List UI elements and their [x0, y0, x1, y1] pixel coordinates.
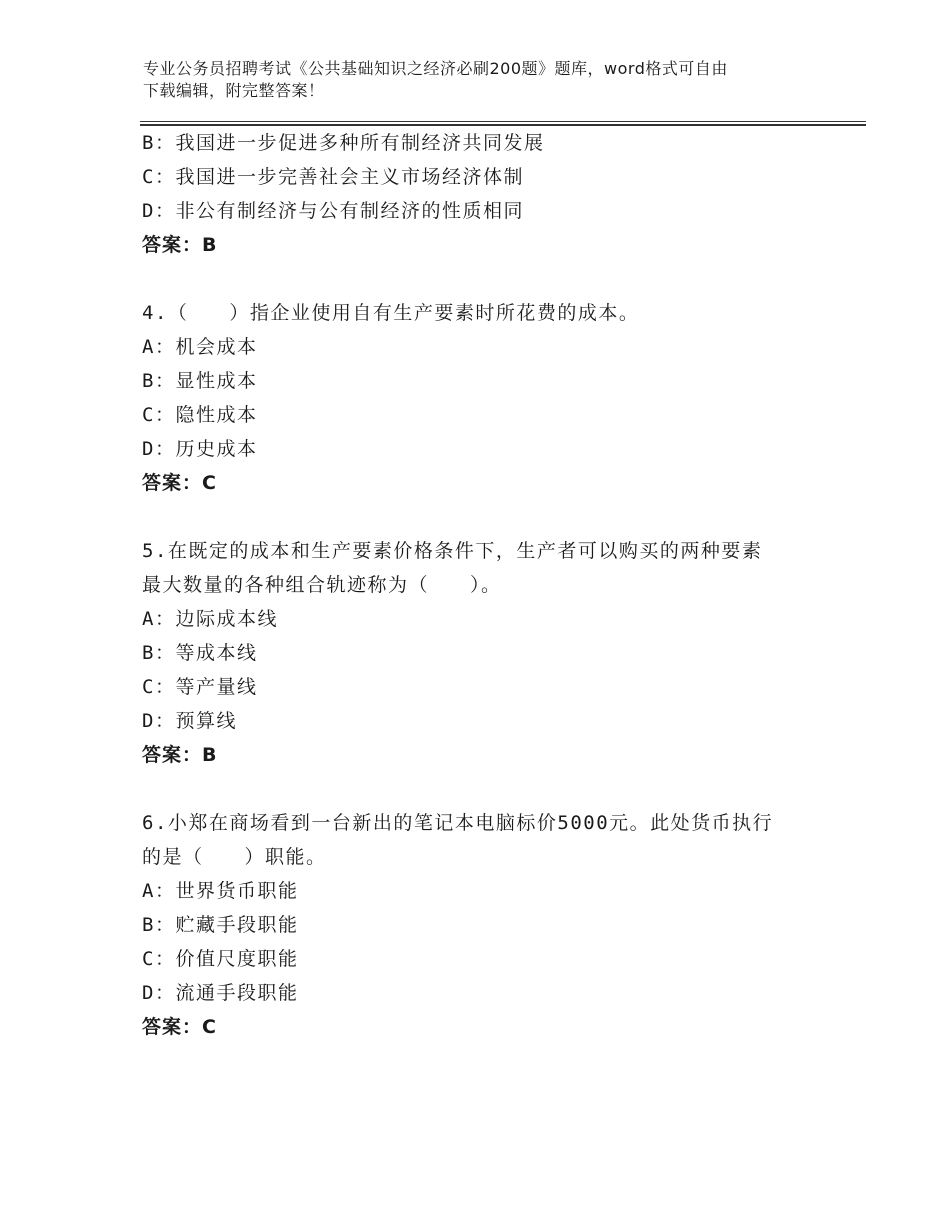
answer-label: 答案：B — [142, 234, 218, 256]
spacer — [142, 262, 822, 296]
question-5 — [142, 534, 822, 772]
option-b: B：显性成本 — [142, 370, 258, 392]
header-title-line1: 专业公务员招聘考试《公共基础知识之经济必刷200题》题库，word格式可自由 — [143, 59, 728, 78]
option-c: C：我国进一步完善社会主义市场经济体制 — [142, 166, 524, 188]
question-3-partial — [142, 126, 822, 262]
answer-label: 答案：B — [142, 744, 218, 766]
option-a: A：机会成本 — [142, 336, 258, 358]
document-header — [143, 58, 823, 102]
option-c: C：等产量线 — [142, 676, 258, 698]
option-b: B：等成本线 — [142, 642, 258, 664]
option-c: C：隐性成本 — [142, 404, 258, 426]
answer-label: 答案：C — [142, 1016, 217, 1038]
spacer — [142, 500, 822, 534]
question-stem: 4.（ ）指企业使用自有生产要素时所花费的成本。 — [142, 302, 640, 324]
question-6 — [142, 806, 822, 1044]
question-stem-line1: 5.在既定的成本和生产要素价格条件下，生产者可以购买的两种要素 — [142, 540, 763, 562]
option-b: B：我国进一步促进多种所有制经济共同发展 — [142, 132, 545, 154]
question-stem-line2: 的是（ ）职能。 — [142, 846, 327, 868]
question-stem-line2: 最大数量的各种组合轨迹称为（ ）。 — [142, 574, 502, 596]
question-stem-line1: 6.小郑在商场看到一台新出的笔记本电脑标价5000元。此处货币执行 — [142, 812, 774, 834]
option-d: D：预算线 — [142, 710, 237, 732]
option-d: D：非公有制经济与公有制经济的性质相同 — [142, 200, 524, 222]
option-a: A：边际成本线 — [142, 608, 278, 630]
option-d: D：流通手段职能 — [142, 982, 299, 1004]
option-a: A：世界货币职能 — [142, 880, 299, 902]
option-d: D：历史成本 — [142, 438, 258, 460]
question-4 — [142, 296, 822, 500]
answer-label: 答案：C — [142, 472, 217, 494]
header-title-line2: 下载编辑，附完整答案！ — [143, 81, 325, 100]
spacer — [142, 772, 822, 806]
question-list — [142, 126, 822, 1044]
option-b: B：贮藏手段职能 — [142, 914, 299, 936]
option-c: C：价值尺度职能 — [142, 948, 299, 970]
